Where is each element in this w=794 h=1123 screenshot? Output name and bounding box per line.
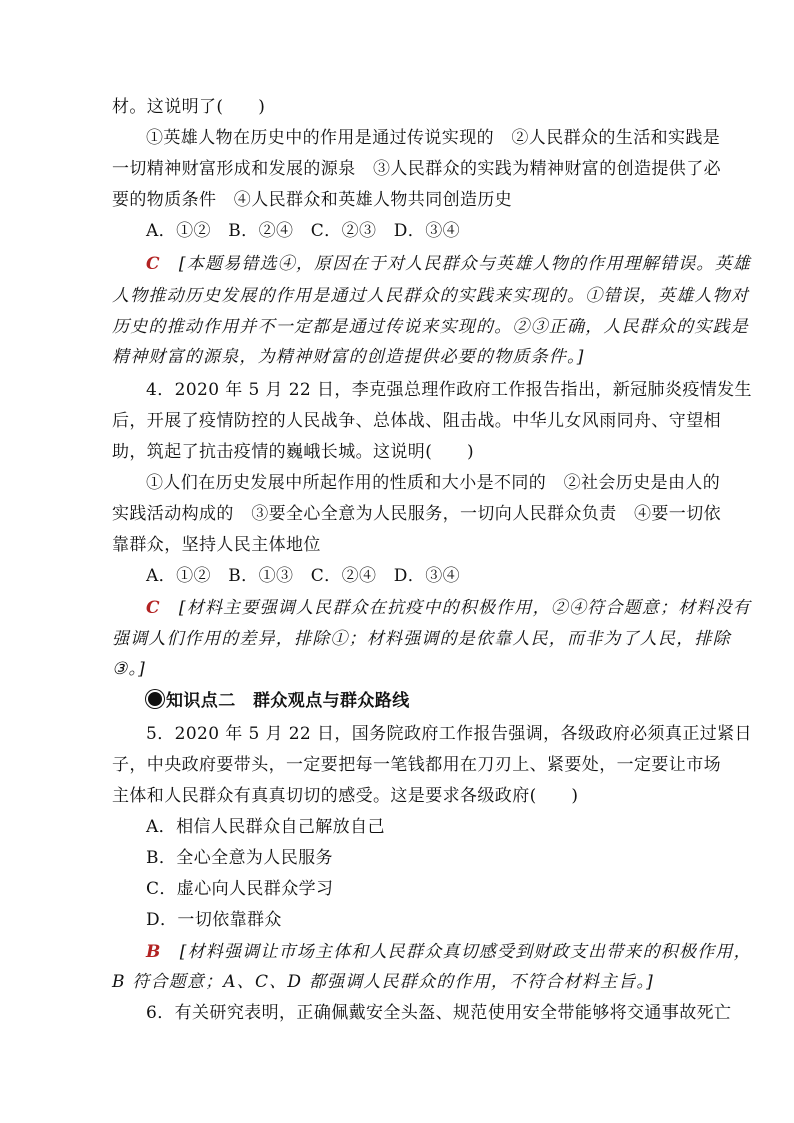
q4-explanation-line-1 (146, 597, 751, 619)
section-heading (146, 690, 410, 712)
q4-options-line-1: ①人们在历史发展中所起作用的性质和大小是不同的 ②社会历史是由人的 (146, 473, 721, 493)
q3-options-line-3: 要的物质条件 ④人民群众和英雄人物共同创造历史 (112, 190, 513, 210)
q3-explanation-line-1 (146, 253, 751, 275)
q5-option-a: A．相信人民群众自己解放自己 (146, 817, 385, 837)
section-title: 知识点二 群众观点与群众路线 (166, 691, 410, 711)
q4-options-line-3: 靠群众，坚持人民主体地位 (112, 535, 321, 555)
q4-stem-line-1: 4．2020 年 5 月 22 日，李克强总理作政府工作报告指出，新冠肺炎疫情发生 (146, 380, 752, 400)
q4-stem-line-3: 助，筑起了抗击疫情的巍峨长城。这说明( ) (112, 442, 475, 462)
q4-choices: A．①② B．①③ C．②④ D．③④ (146, 566, 461, 586)
q3-choices: A．①② B．②④ C．②③ D．③④ (146, 221, 461, 241)
section-bullet-icon (146, 690, 164, 708)
q5-option-b: B．全心全意为人民服务 (146, 848, 333, 868)
q5-answer-letter: B (146, 942, 162, 962)
q5-option-c: C．虚心向人民群众学习 (146, 879, 334, 899)
q5-explanation-line-2: B 符合题意；A、C、D 都强调人民群众的作用，不符合材料主旨。] (112, 972, 654, 992)
q3-explanation-line-4: 精神财富的源泉，为精神财富的创造提供必要的物质条件。] (112, 347, 585, 367)
q3-explanation-line-2: 人物推动历史发展的作用是通过人民群众的实践来实现的。①错误，英雄人物对 (112, 286, 749, 306)
q3-explanation-text-1: [本题易错选④，原因在于对人民群众与英雄人物的作用理解错误。英雄 (160, 254, 751, 274)
q4-explanation-line-3: ③。] (112, 659, 146, 679)
q4-answer-letter: C (146, 598, 161, 618)
q3-explanation-line-3: 历史的推动作用并不一定都是通过传说来实现的。②③正确，人民群众的实践是 (112, 317, 749, 337)
q3-stem-tail: 材。这说明了( ) (112, 97, 266, 117)
q5-explanation-line-1 (146, 941, 752, 963)
q5-stem-line-1: 5．2020 年 5 月 22 日，国务院政府工作报告强调，各级政府必须真正过紧日 (146, 724, 752, 744)
q5-explanation-text-1: [材料强调让市场主体和人民群众真切感受到财政支出带来的积极作用， (161, 942, 752, 962)
q3-answer-letter: C (146, 254, 161, 274)
q4-stem-line-2: 后，开展了疫情防控的人民战争、总体战、阻击战。中华儿女风雨同舟、守望相 (112, 411, 721, 431)
q3-options-line-2: 一切精神财富形成和发展的源泉 ③人民群众的实践为精神财富的创造提供了必 (112, 159, 721, 179)
q6-stem-line-1: 6．有关研究表明，正确佩戴安全头盔、规范使用安全带能够将交通事故死亡 (146, 1003, 732, 1023)
q4-explanation-text-1: [材料主要强调人民群众在抗疫中的积极作用，②④符合题意；材料没有 (160, 598, 751, 618)
q4-explanation-line-2: 强调人们作用的差异，排除①；材料强调的是依靠人民，而非为了人民，排除 (112, 629, 731, 649)
q5-option-d: D．一切依靠群众 (146, 910, 282, 930)
q3-options-line-1: ①英雄人物在历史中的作用是通过传说实现的 ②人民群众的生活和实践是 (146, 128, 721, 148)
q4-options-line-2: 实践活动构成的 ③要全心全意为人民服务，一切向人民群众负责 ④要一切依 (112, 504, 721, 524)
q5-stem-line-2: 子，中央政府要带头，一定要把每一笔钱都用在刀刃上、紧要处，一定要让市场 (112, 755, 721, 775)
q5-stem-line-3: 主体和人民群众有真真切切的感受。这是要求各级政府( ) (112, 786, 579, 806)
